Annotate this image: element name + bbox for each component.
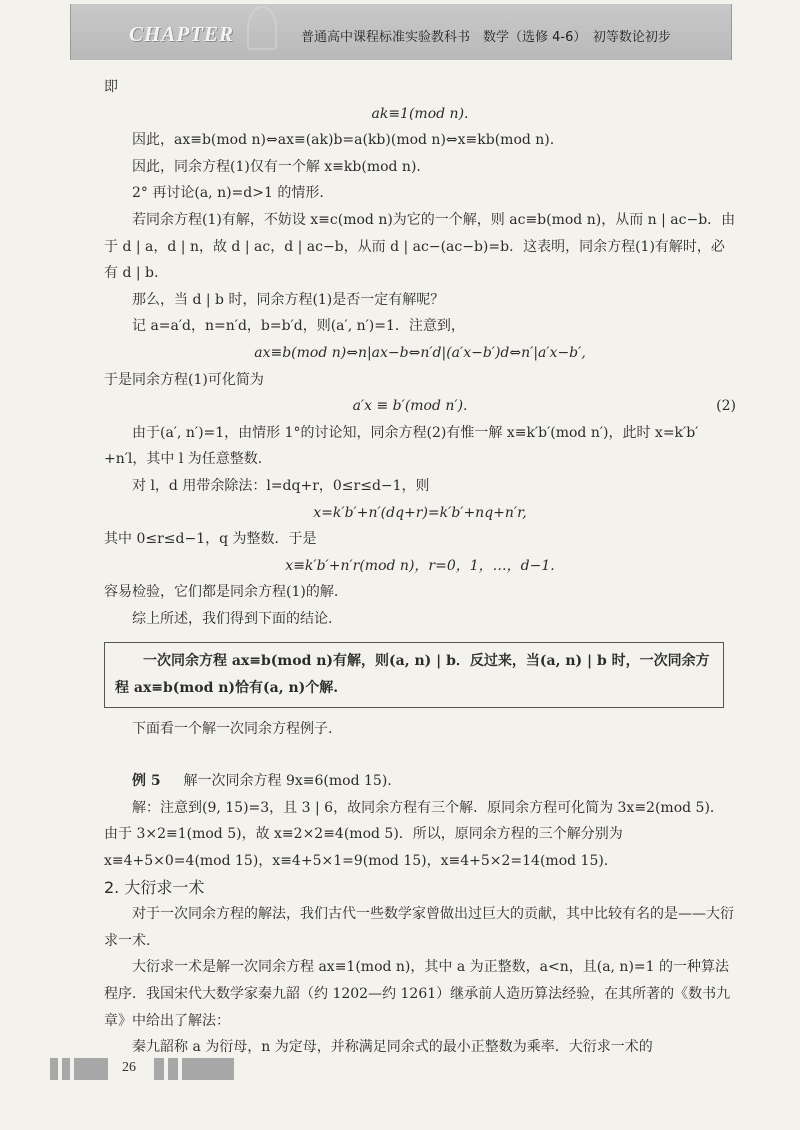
- example-label: 例 5: [132, 773, 161, 790]
- line-question: 那么，当 d | b 时，同余方程(1)是否一定有解呢？: [132, 291, 445, 308]
- footer-bar: [62, 1058, 70, 1080]
- line-notation: 记 a=a′d，n=n′d，b=b′d，则(a′, n′)=1．注意到，: [132, 318, 465, 335]
- footer-bar: [168, 1058, 178, 1080]
- example-text: 解一次同余方程 9x≡6(mod 15).: [183, 773, 392, 790]
- line-equivalence: 因此，ax≡b(mod n)⇔ax≡(ak)b=a(kb)(mod n)⇔x≡kb(mod n).: [132, 132, 555, 149]
- example-solution: 解：注意到(9, 15)=3，且 3 | 6，故同余方程有三个解．原同余方程可化简为 3x≡2(mod 5)．由于 3×2≡1(mod 5)，故 x≡2×2≡4(mod 5)．所以，原同余方程的三个解分别为 x≡4+5×0=4(mod 15)，x≡4+5×1=9(mod 15)，x≡4+5×2=14(mod 15).: [104, 799, 724, 870]
- chapter-label: CHAPTER: [129, 22, 235, 46]
- body-text: [104, 74, 736, 1061]
- footer-bar: [74, 1058, 108, 1080]
- page-footer: [0, 1058, 800, 1082]
- equation-2: [104, 393, 736, 420]
- chapter-ornament: [247, 6, 277, 50]
- theorem-box: 一次同余方程 ax≡b(mod n)有解，则(a, n) | b．反过来，当(a, n) | b 时，一次同余方程 ax≡b(mod n)恰有(a, n)个解.: [104, 642, 724, 707]
- equation-2-text: a′x ≡ b′(mod n′).: [352, 398, 468, 415]
- section-title: 2. 大衍求一术: [104, 877, 205, 897]
- equation-number: (2): [716, 398, 736, 415]
- example-5: [104, 768, 736, 795]
- paragraph-history: 对于一次同余方程的解法，我们古代一些数学家曾做出过巨大的贡献，其中比较有名的是——大衍求一术.: [104, 906, 734, 949]
- line-division: 对 l，d 用带余除法：l=dq+r，0≤r≤d−1，则: [132, 477, 430, 494]
- line-where-q: 其中 0≤r≤d−1，q 为整数．于是: [104, 531, 317, 548]
- line-simplify: 于是同余方程(1)可化简为: [104, 371, 264, 388]
- equation-solutions: x≡k′b′+n′r(mod n)，r=0，1，…，d−1.: [285, 557, 555, 574]
- book-title: 普通高中课程标准实验教科书 数学（选修 4-6） 初等数论初步: [301, 30, 671, 45]
- equation-x-expanded: x=k′b′+n′(dq+r)=k′b′+nq+n′r,: [313, 504, 527, 521]
- footer-bar: [50, 1058, 58, 1080]
- line-case-2: 2° 再讨论(a, n)=d>1 的情形.: [132, 185, 324, 202]
- footer-bar: [154, 1058, 164, 1080]
- line-example-intro: 下面看一个解一次同余方程例子.: [132, 720, 333, 737]
- paragraph-dayan: 大衍求一术是解一次同余方程 ax≡1(mod n)，其中 a 为正整数，a<n，且(a, n)=1 的一种算法程序．我国宋代大数学家秦九韶（约 1202—约 1261）继承前人造历算法经验，在其所著的《数书九章》中给出了解法：: [104, 959, 731, 1029]
- line-ji: 即: [104, 79, 118, 95]
- paragraph-case-1-apply: 由于(a′, n′)=1，由情形 1°的讨论知，同余方程(2)有惟一解 x≡k′b′(mod n′)，此时 x=k′b′+n′l，其中 l 为任意整数.: [104, 424, 699, 468]
- footer-bar: [182, 1058, 234, 1080]
- line-unique-solution: 因此，同余方程(1)仅有一个解 x≡kb(mod n).: [132, 158, 421, 175]
- paragraph-qin: 秦九韶称 a 为衍母，n 为定母，并称满足同余式的最小正整数为乘率．大衍求一术的: [132, 1039, 653, 1056]
- page-number: 26: [122, 1060, 136, 1075]
- equation-chain: ax≡b(mod n)⇔n|ax−b⇔n′d|(a′x−b′)d⇔n′|a′x−b′,: [254, 344, 586, 361]
- line-verify: 容易检验，它们都是同余方程(1)的解.: [104, 584, 339, 601]
- paragraph-necessity: 若同余方程(1)有解，不妨设 x≡c(mod n)为它的一个解，则 ac≡b(mod n)，从而 n | ac−b．由于 d | a，d | n，故 d | ac，d | ac−b，从而 d | ac−(ac−b)=b．这表明，同余方程(1)有解时，必有 d | b.: [104, 211, 736, 282]
- page-header: [70, 4, 732, 60]
- line-conclusion: 综上所述，我们得到下面的结论.: [132, 610, 333, 627]
- equation-ak: ak≡1(mod n).: [371, 105, 469, 122]
